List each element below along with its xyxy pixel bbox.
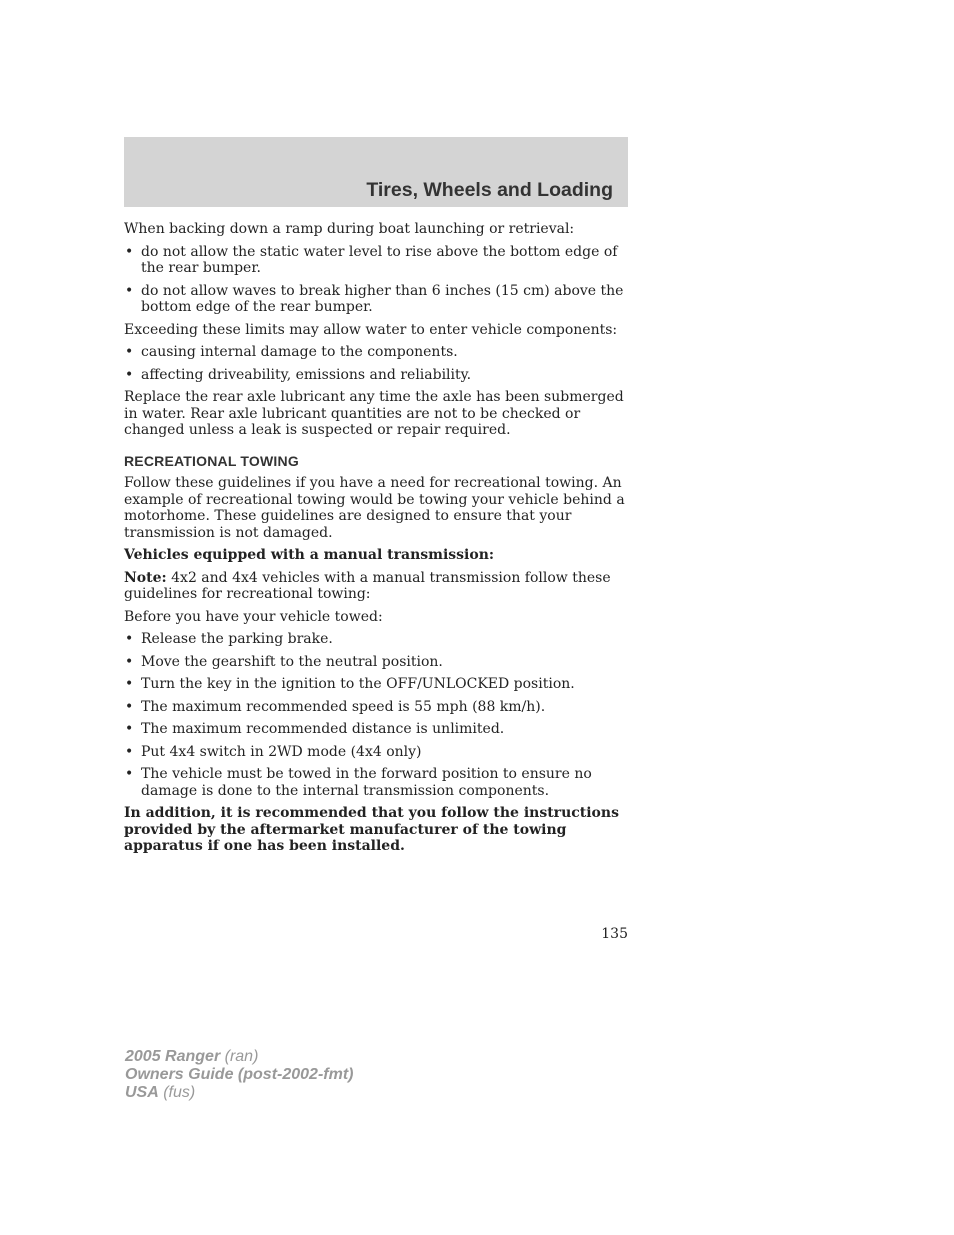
footer-line-model	[125, 1048, 353, 1066]
list-item-text: The maximum recommended speed is 55 mph (88 km/h).	[141, 698, 546, 715]
list-item	[124, 654, 628, 671]
list-item	[124, 631, 628, 648]
note-label: Note:	[124, 569, 167, 586]
list-item-text: causing internal damage to the components.	[141, 344, 458, 360]
list-item-text: affecting driveability, emissions and reliability.	[141, 366, 472, 383]
list-item-text: The maximum recommended distance is unlimited.	[141, 721, 505, 737]
closing-instruction: In addition, it is recommended that you follow the instructions provided by the aftermarket manufacturer of the towing apparatus if one has been installed.	[124, 805, 619, 854]
footer-region-code: (fus)	[158, 1084, 196, 1101]
bullet-icon: •	[125, 721, 134, 737]
ramp-intro: When backing down a ramp during boat launching or retrieval:	[124, 221, 575, 237]
exceed-text: Exceeding these limits may allow water to enter vehicle components:	[124, 321, 618, 338]
list-item	[124, 744, 628, 761]
list-item-text: Move the gearshift to the neutral position.	[141, 653, 443, 670]
list-item	[124, 367, 628, 384]
section-header-band	[124, 137, 628, 207]
list-item	[124, 721, 628, 738]
bullet-icon: •	[125, 676, 134, 692]
recreational-towing-heading: RECREATIONAL TOWING	[124, 452, 299, 469]
list-item-text: Release the parking brake.	[141, 631, 333, 647]
list-item	[124, 699, 628, 716]
ramp-bullet-list	[124, 244, 628, 316]
page-number: 135	[601, 926, 628, 942]
list-item-text: do not allow waves to break higher than 6 inches (15 cm) above the bottom edge of the rear bumper.	[141, 282, 624, 315]
bullet-icon: •	[125, 698, 134, 715]
manual-transmission-heading: Vehicles equipped with a manual transmission:	[124, 547, 495, 563]
document-footer	[125, 1048, 353, 1102]
axle-lubricant-text: Replace the rear axle lubricant any time the axle has been submerged in water. Rear axle lubricant quantities are not to be checked or changed unless a leak is suspected or repair required.	[124, 389, 624, 438]
bullet-icon: •	[125, 631, 134, 647]
page-content	[124, 221, 628, 861]
bullet-icon: •	[125, 243, 134, 260]
footer-line-guide: Owners Guide (post-2002-fmt)	[125, 1066, 354, 1083]
list-item	[124, 766, 628, 799]
bullet-icon: •	[125, 653, 134, 670]
footer-line-region	[125, 1084, 353, 1102]
bullet-icon: •	[125, 366, 134, 383]
list-item-text: The vehicle must be towed in the forward position to ensure no damage is done to the internal transmission components.	[141, 766, 592, 799]
bullet-icon: •	[125, 766, 134, 782]
before-towed-text: Before you have your vehicle towed:	[124, 608, 383, 625]
footer-model-name: 2005 Ranger	[125, 1048, 221, 1065]
list-item	[124, 283, 628, 316]
note-text: 4x2 and 4x4 vehicles with a manual transmission follow these guidelines for recreational towing:	[124, 569, 611, 602]
bullet-icon: •	[125, 743, 134, 760]
list-item-text: Turn the key in the ignition to the OFF/UNLOCKED position.	[141, 676, 575, 692]
list-item	[124, 344, 628, 361]
bullet-icon: •	[125, 344, 134, 360]
list-item-text: Put 4x4 switch in 2WD mode (4x4 only)	[141, 743, 422, 760]
list-item	[124, 244, 628, 277]
note-paragraph	[124, 570, 628, 603]
list-item	[124, 676, 628, 693]
towing-bullet-list	[124, 631, 628, 799]
list-item-text: do not allow the static water level to rise above the bottom edge of the rear bumper.	[141, 243, 618, 276]
towing-intro: Follow these guidelines if you have a need for recreational towing. An example of recreational towing would be towing your vehicle behind a motorhome. These guidelines are designed to ensure that your transmission is not damaged.	[124, 475, 625, 541]
bullet-icon: •	[125, 282, 134, 299]
footer-region-name: USA	[125, 1084, 159, 1101]
footer-model-code: (ran)	[220, 1048, 259, 1065]
exceed-bullet-list	[124, 344, 628, 383]
section-title: Tires, Wheels and Loading	[366, 179, 613, 201]
